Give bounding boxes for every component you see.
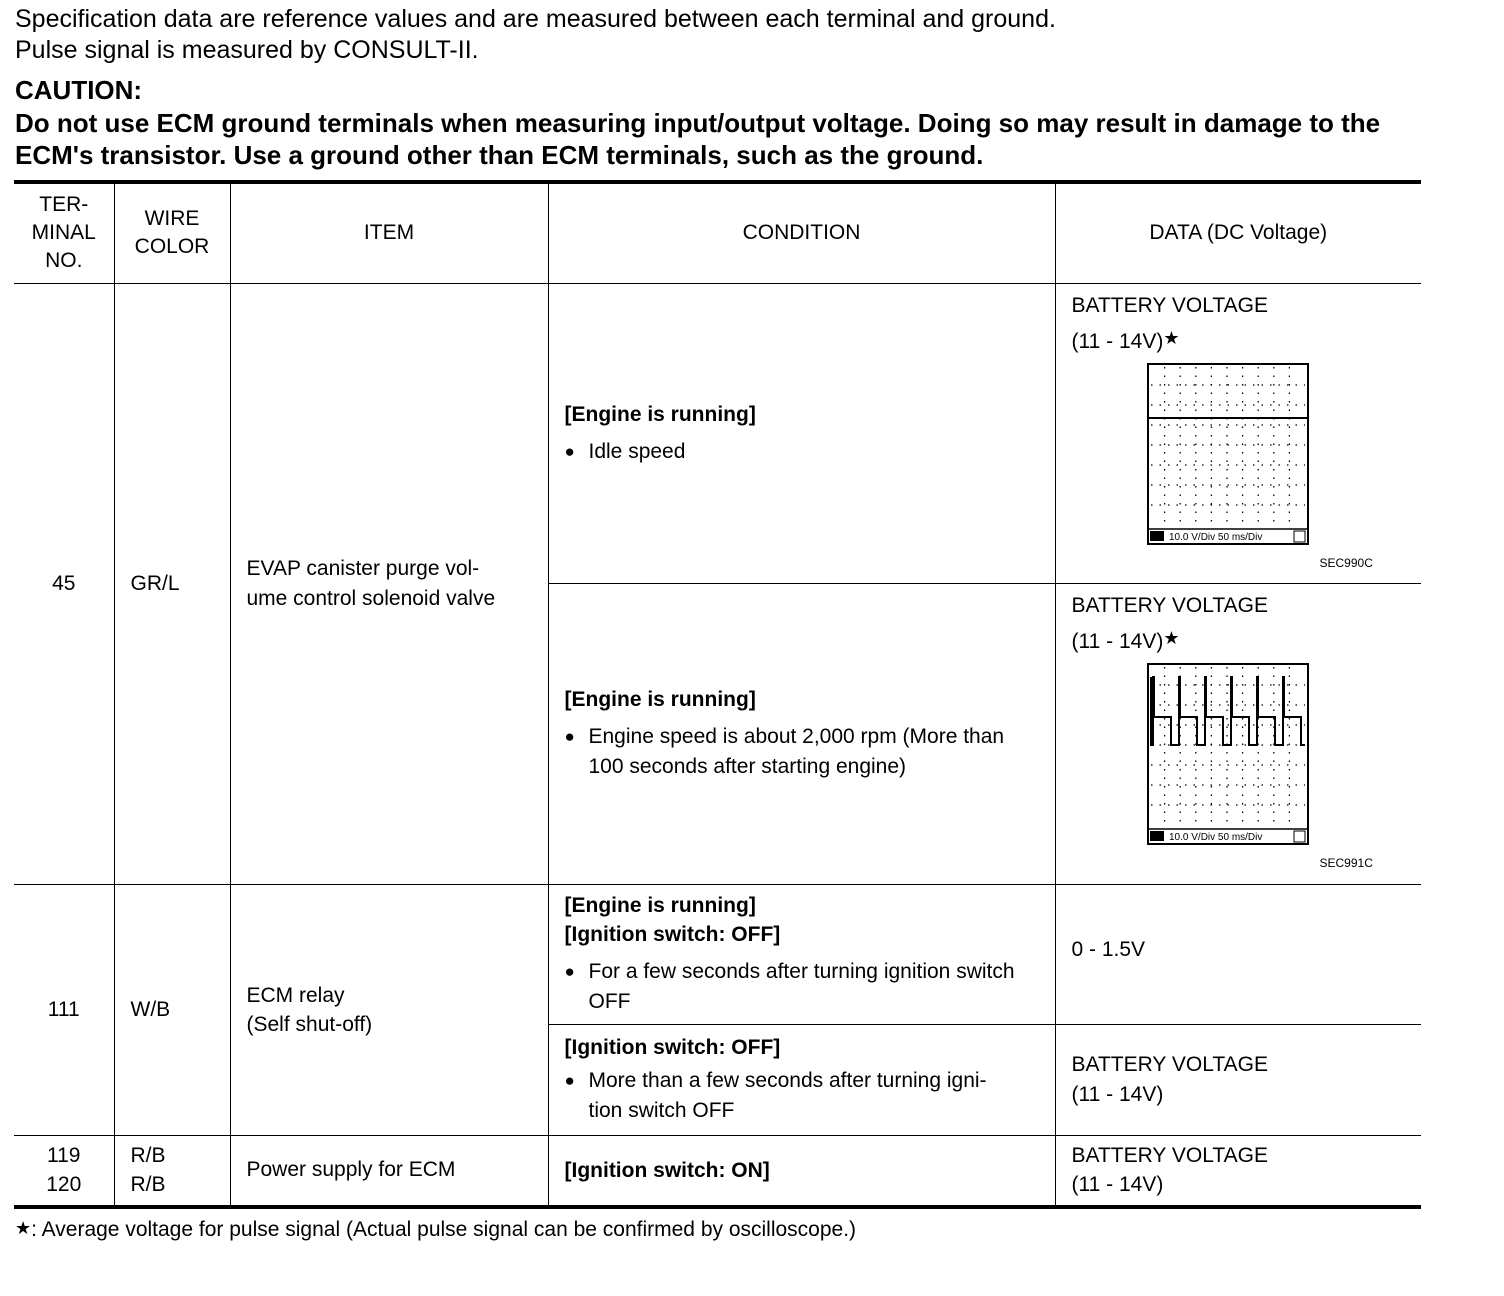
bullet-icon: ●: [564, 441, 575, 461]
condition-bold: [Ignition switch: ON]: [564, 1158, 770, 1182]
item-cell: Power supply for ECM: [230, 1135, 548, 1207]
scope-scale-label: 10.0 V/Div 50 ms/Div: [1168, 831, 1262, 843]
footnote-text: : Average voltage for pulse signal (Actual pulse signal can be confirmed by oscilloscope.): [31, 1218, 857, 1241]
oscilloscope-trace-pulse: [1149, 665, 1307, 843]
wire-color-cell: R/B R/B: [114, 1135, 230, 1207]
header-condition: CONDITION: [548, 182, 1055, 283]
table-row: [14, 283, 1421, 583]
condition-bullet-text: Engine speed is about 2,000 rpm (More than 100 seconds after starting engine): [588, 725, 1005, 778]
header-terminal: [14, 182, 114, 283]
intro-text: [15, 4, 1425, 66]
data-line-2: [1072, 324, 1422, 360]
terminal-spec-table: [14, 180, 1421, 1209]
star-icon: ★: [15, 1218, 32, 1238]
item-cell: ECM relay (Self shut-off): [230, 884, 548, 1135]
data-line-1: BATTERY VOLTAGE: [1071, 293, 1268, 317]
oscilloscope-trace-flat: [1149, 365, 1307, 543]
data-value: [1072, 584, 1422, 660]
star-icon: ★: [1163, 627, 1180, 648]
caution-text: Do not use ECM ground terminals when measuring input/output voltage. Doing so may result in damage to the ECM's transistor. Use a ground other than ECM terminals, such as the ground.: [15, 108, 1381, 170]
wire-color-cell: W/B: [114, 884, 230, 1135]
item-cell: EVAP canister purge vol- ume control solenoid valve: [230, 283, 548, 884]
data-line-2-text: (11 - 14V): [1071, 629, 1164, 653]
condition-bullet: [565, 722, 1045, 782]
condition-cell: [548, 1024, 1055, 1135]
table-row: [14, 1135, 1421, 1207]
terminal-cell: 45: [14, 283, 114, 884]
data-line-2-text: (11 - 14V): [1071, 329, 1164, 353]
oscilloscope-figure-2000rpm: [1147, 663, 1309, 845]
bullet-icon: ●: [564, 962, 575, 981]
intro-line-1: Specification data are reference values and are measured between each terminal and ground.: [15, 5, 1056, 33]
bullet-icon: ●: [564, 727, 575, 746]
header-data: DATA (DC Voltage): [1055, 182, 1421, 283]
header-item: ITEM: [230, 182, 548, 283]
wire-color-cell: GR/L: [114, 283, 230, 884]
star-icon: ★: [1163, 327, 1180, 348]
data-cell: 0 - 1.5V: [1055, 884, 1421, 1024]
figure-id: SEC991C: [1319, 855, 1373, 870]
intro-line-2: Pulse signal is measured by CONSULT-II.: [15, 36, 479, 64]
header-wire-label: WIRE COLOR: [134, 207, 210, 259]
oscilloscope-figure-idle: [1147, 363, 1309, 545]
table-row: [14, 884, 1421, 1024]
scope-scale-label: 10.0 V/Div 50 ms/Div: [1168, 531, 1262, 543]
condition-bullet-text: Idle speed: [588, 439, 686, 463]
condition-bold: [Ignition switch: OFF]: [564, 1036, 781, 1059]
condition-cell: [548, 884, 1055, 1024]
caution-heading: CAUTION:: [15, 75, 143, 105]
condition-bullet: [565, 957, 1045, 1017]
data-cell: [1055, 283, 1421, 583]
bullet-icon: ●: [564, 1071, 575, 1090]
table-header-row: [14, 182, 1421, 283]
terminal-cell: 119 120: [14, 1135, 114, 1207]
data-cell: [1055, 583, 1421, 884]
condition-bold: [Engine is running] [Ignition switch: OFF]: [564, 894, 781, 946]
condition-bullet: [565, 1066, 1045, 1126]
terminal-cell: 111: [14, 884, 114, 1135]
condition-bullet-text: For a few seconds after turning ignition switch OFF: [588, 960, 1015, 1013]
data-cell: BATTERY VOLTAGE (11 - 14V): [1055, 1135, 1421, 1207]
header-wire-color: [114, 182, 230, 283]
footnote: [15, 1218, 856, 1242]
data-value: [1072, 284, 1422, 360]
condition-bullet-text: More than a few seconds after turning igni- tion switch OFF: [588, 1069, 987, 1122]
data-line-2: [1072, 624, 1422, 660]
condition-bold: [Engine is running]: [564, 688, 756, 711]
header-terminal-label: TER- MINAL NO.: [31, 193, 96, 273]
data-line-1: BATTERY VOLTAGE: [1071, 593, 1268, 617]
condition-bullet: [565, 437, 1045, 467]
condition-bold: [Engine is running]: [564, 402, 756, 426]
condition-cell: [548, 583, 1055, 884]
condition-cell: [548, 283, 1055, 583]
figure-id: SEC990C: [1319, 555, 1373, 570]
data-cell: BATTERY VOLTAGE (11 - 14V): [1055, 1024, 1421, 1135]
condition-cell: [548, 1135, 1055, 1207]
